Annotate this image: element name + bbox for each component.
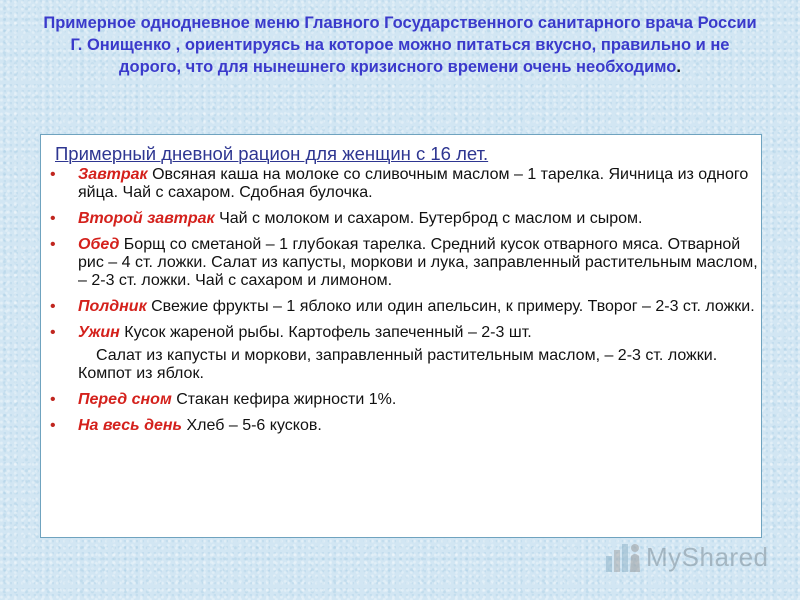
menu-item-whole-day <box>50 417 758 435</box>
bullet-icon: • <box>50 417 56 434</box>
meal-text: Свежие фрукты – 1 яблоко или один апельсин, к примеру. Творог – 2-3 ст. ложки. <box>146 298 755 315</box>
meal-label: На весь день <box>78 417 183 434</box>
meal-label: Обед <box>78 236 120 253</box>
meal-label: Полдник <box>78 298 147 315</box>
meal-text: Кусок жареной рыбы. Картофель запеченный – 2-3 шт. <box>119 324 532 341</box>
meal-label: Перед сном <box>78 391 172 408</box>
bullet-icon: • <box>50 324 56 341</box>
meal-label: Ужин <box>78 324 120 341</box>
slide-title-end: . <box>676 58 681 76</box>
section-heading: Примерный дневной рацион для женщин с 16 лет. <box>55 143 489 164</box>
meal-text: Чай с молоком и сахаром. Бутерброд с маслом и сыром. <box>214 210 643 227</box>
meal-text: Хлеб – 5-6 кусков. <box>182 417 322 434</box>
meal-label: Завтрак <box>78 166 148 183</box>
menu-item-before-bed <box>50 391 758 409</box>
logo-text: MyShared <box>646 541 769 572</box>
meal-label: Второй завтрак <box>78 210 215 227</box>
slide-title <box>40 12 760 78</box>
myshared-logo <box>604 540 769 574</box>
menu-item-lunch <box>50 236 758 290</box>
bullet-icon: • <box>50 210 56 227</box>
slide-title-text: Примерное однодневное меню Главного Государственного санитарного врача России Г. Онищенко , ориентируясь на которое можно питаться вкусно, правильно и не дорого, что для нынешнего кризисного времени очень необходимо <box>43 14 757 76</box>
meal-text: Овсяная каша на молоке со сливочным маслом – 1 тарелка. Яичница из одного яйца. Чай с сахаром. Сдобная булочка. <box>78 166 749 201</box>
menu-item-breakfast <box>50 166 758 202</box>
bullet-icon: • <box>50 166 56 183</box>
bullet-icon: • <box>50 391 56 408</box>
dinner-continuation: Салат из капусты и моркови, заправленный растительным маслом, – 2-3 ст. ложки. Компот из яблок. <box>78 347 718 382</box>
menu-item-second-breakfast <box>50 210 758 228</box>
meal-text: Стакан кефира жирности 1%. <box>171 391 397 408</box>
menu-item-dinner <box>50 324 758 342</box>
people-chart-icon <box>604 540 644 574</box>
menu-item-snack <box>50 298 758 316</box>
bullet-icon: • <box>50 236 56 253</box>
bullet-icon: • <box>50 298 56 315</box>
meal-text: Борщ со сметаной – 1 глубокая тарелка. Средний кусок отварного мяса. Отварной рис – 4 ст. ложки. Салат из капусты, моркови и лука, заправленный растительным маслом, – 2-3 ст. ложки. Чай с сахаром и лимоном. <box>78 236 758 289</box>
menu-list <box>50 166 758 435</box>
